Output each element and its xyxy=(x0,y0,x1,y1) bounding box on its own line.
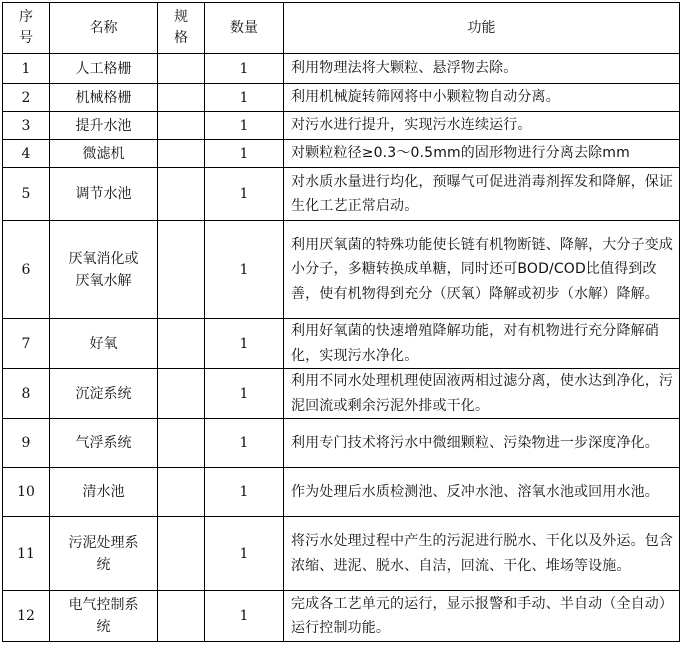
row-spec xyxy=(158,468,205,517)
row-index: 4 xyxy=(3,140,50,168)
row-spec xyxy=(158,54,205,84)
row-index: 6 xyxy=(3,221,50,319)
row-index: 12 xyxy=(3,591,50,642)
row-qty: 1 xyxy=(205,319,284,369)
row-name: 提升水池 xyxy=(50,112,158,140)
row-spec xyxy=(158,112,205,140)
row-qty: 1 xyxy=(205,221,284,319)
row-function: 利用专门技术将污水中微细颗粒、污染物进一步深度净化。 xyxy=(284,419,680,468)
row-spec xyxy=(158,419,205,468)
table-row xyxy=(3,369,680,419)
row-function: 对水质水量进行均化，预曝气可促进消毒剂挥发和降解，保证生化工艺正常启动。 xyxy=(284,168,680,221)
row-qty: 1 xyxy=(205,369,284,419)
header-row xyxy=(3,3,680,54)
table-row xyxy=(3,591,680,642)
row-function: 对颗粒粒径≥0.3～0.5mm的固形物进行分离去除mm xyxy=(284,140,680,168)
table-row xyxy=(3,517,680,591)
row-name: 微滤机 xyxy=(50,140,158,168)
row-qty: 1 xyxy=(205,419,284,468)
row-index: 1 xyxy=(3,54,50,84)
row-function: 将污水处理过程中产生的污泥进行脱水、干化以及外运。包含浓缩、进泥、脱水、自洁，回流、干化、堆场等设施。 xyxy=(284,517,680,591)
table-row xyxy=(3,319,680,369)
row-function: 对污水进行提升，实现污水连续运行。 xyxy=(284,112,680,140)
row-name: 厌氧消化或厌氧水解 xyxy=(50,221,158,319)
row-name: 好氧 xyxy=(50,319,158,369)
row-index: 7 xyxy=(3,319,50,369)
table-row xyxy=(3,84,680,112)
row-name: 清水池 xyxy=(50,468,158,517)
row-function: 利用不同水处理机理使固液两相过滤分离，使水达到净化，污泥回流或剩余污泥外排或干化。 xyxy=(284,369,680,419)
table-row xyxy=(3,221,680,319)
row-spec xyxy=(158,84,205,112)
header-qty: 数量 xyxy=(205,3,284,54)
row-name: 污泥处理系统 xyxy=(50,517,158,591)
row-index: 11 xyxy=(3,517,50,591)
row-name: 气浮系统 xyxy=(50,419,158,468)
table-row xyxy=(3,468,680,517)
row-spec xyxy=(158,168,205,221)
row-name: 沉淀系统 xyxy=(50,369,158,419)
table-row xyxy=(3,54,680,84)
row-index: 3 xyxy=(3,112,50,140)
row-index: 10 xyxy=(3,468,50,517)
row-spec xyxy=(158,140,205,168)
table-row xyxy=(3,140,680,168)
row-name: 机械格栅 xyxy=(50,84,158,112)
row-function: 利用厌氧菌的特殊功能使长链有机物断链、降解，大分子变成小分子，多糖转换成单糖，同时还可BOD/COD比值得到改善，使有机物得到充分（厌氧）降解或初步（水解）降解。 xyxy=(284,221,680,319)
table-row xyxy=(3,419,680,468)
row-qty: 1 xyxy=(205,517,284,591)
row-spec xyxy=(158,221,205,319)
row-function: 完成各工艺单元的运行，显示报警和手动、半自动（全自动）运行控制功能。 xyxy=(284,591,680,642)
row-name: 电气控制系统 xyxy=(50,591,158,642)
row-spec xyxy=(158,319,205,369)
row-qty: 1 xyxy=(205,168,284,221)
table-row xyxy=(3,168,680,221)
row-spec xyxy=(158,591,205,642)
row-name: 调节水池 xyxy=(50,168,158,221)
row-function: 利用好氧菌的快速增殖降解功能，对有机物进行充分降解硝化，实现污水净化。 xyxy=(284,319,680,369)
table-row xyxy=(3,112,680,140)
header-function: 功能 xyxy=(284,3,680,54)
row-qty: 1 xyxy=(205,591,284,642)
row-index: 8 xyxy=(3,369,50,419)
row-function: 利用机械旋转筛网将中小颗粒物自动分离。 xyxy=(284,84,680,112)
header-index: 序号 xyxy=(3,3,50,54)
row-qty: 1 xyxy=(205,140,284,168)
row-spec xyxy=(158,517,205,591)
row-spec xyxy=(158,369,205,419)
row-qty: 1 xyxy=(205,54,284,84)
row-name: 人工格栅 xyxy=(50,54,158,84)
row-qty: 1 xyxy=(205,112,284,140)
row-index: 2 xyxy=(3,84,50,112)
row-qty: 1 xyxy=(205,468,284,517)
row-index: 5 xyxy=(3,168,50,221)
row-function: 利用物理法将大颗粒、悬浮物去除。 xyxy=(284,54,680,84)
row-qty: 1 xyxy=(205,84,284,112)
header-name: 名称 xyxy=(50,3,158,54)
row-function: 作为处理后水质检测池、反冲水池、溶氧水池或回用水池。 xyxy=(284,468,680,517)
equipment-table xyxy=(2,2,680,642)
header-spec: 规格 xyxy=(158,3,205,54)
row-index: 9 xyxy=(3,419,50,468)
